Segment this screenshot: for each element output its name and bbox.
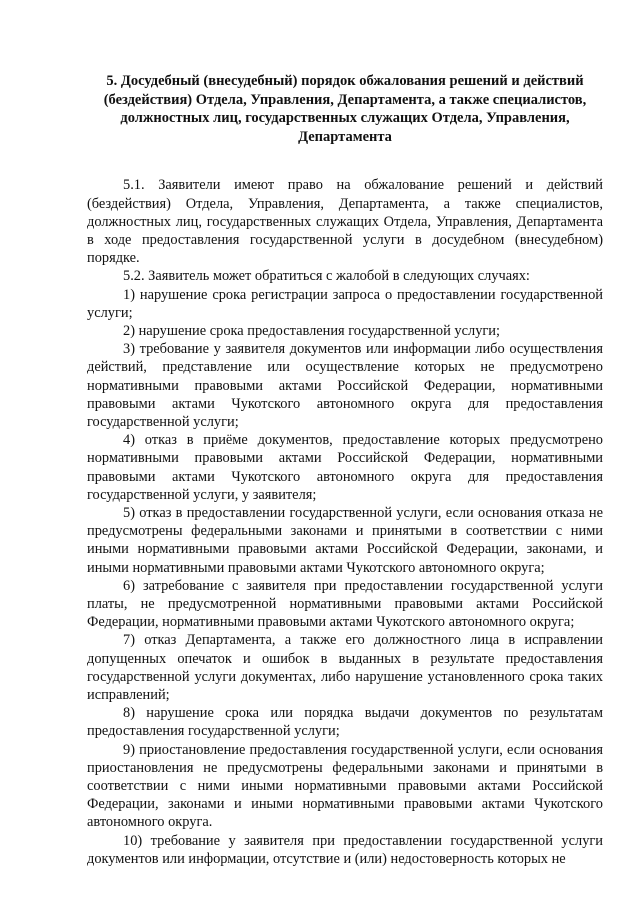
list-item-6: 6) затребование с заявителя при предоставлении государственной услуги платы, не предусмотренной нормативными правовыми актами Российской Федерации, нормативными правовыми актами Чукотского автономного округа; bbox=[87, 577, 603, 631]
list-item-5: 5) отказ в предоставлении государственной услуги, если основания отказа не предусмотрены федеральными законами и принятыми в соответствии с ними иными нормативными правовыми актами Российской Федерации, законами, и иными нормативными правовыми актами Чукотского автономного округа; bbox=[87, 505, 603, 576]
list-item-2: 2) нарушение срока предоставления государственной услуги; bbox=[123, 323, 500, 339]
section-body bbox=[87, 176, 603, 868]
list-item-10: 10) требование у заявителя при предоставлении государственной услуги документов или информации, отсутствие и (или) недостоверность которых не bbox=[87, 832, 603, 867]
list-item-4: 4) отказ в приёме документов, предоставление которых предусмотрено нормативными правовыми актами Российской Федерации, нормативными правовыми актами Чукотского автономного округа для предоставления государственной услуги, у заявителя; bbox=[87, 432, 603, 503]
list-item-1: 1) нарушение срока регистрации запроса о предоставлении государственной услуги; bbox=[87, 286, 603, 321]
list-item-7: 7) отказ Департамента, а также его должностного лица в исправлении допущенных опечаток и ошибок в выданных в результате предоставления государственной услуги документах, либо нарушение установленного срока таких исправлений; bbox=[87, 632, 603, 704]
section-heading: 5. Досудебный (внесудебный) порядок обжалования решений и действий (бездействия) Отдела, Управления, Департамента, а также специалистов, должностных лиц, государственных служащих Отдела, Управления, Департамента bbox=[103, 73, 587, 145]
paragraph-5-2: 5.2. Заявитель может обратиться с жалобой в следующих случаях: bbox=[123, 268, 530, 285]
paragraph-5-1: 5.1. Заявители имеют право на обжалование решений и действий (бездействия) Отдела, Управления, Департамента, а также специалистов, должностных лиц, государственных служащих Отдела, Управления, Департамента в ходе предоставления государственной услуги в досудебном (внесудебном) порядке. bbox=[87, 177, 603, 267]
list-item-3: 3) требование у заявителя документов или информации либо осуществления действий, представление или осуществление которых не предусмотрено нормативными правовыми актами Российской Федерации, нормативными правовыми актами Чукотского автономного округа для предоставления государственной услуги; bbox=[87, 341, 603, 431]
list-item-9: 9) приостановление предоставления государственной услуги, если основания приостановления не предусмотрены федеральными законами и принятыми в соответствии с ними иными нормативными правовыми актами Российской Федерации, законами и иными нормативными правовыми актами Чукотского автономного округа. bbox=[87, 741, 603, 831]
list-item-8: 8) нарушение срока или порядка выдачи документов по результатам предоставления государственной услуги; bbox=[87, 705, 603, 740]
